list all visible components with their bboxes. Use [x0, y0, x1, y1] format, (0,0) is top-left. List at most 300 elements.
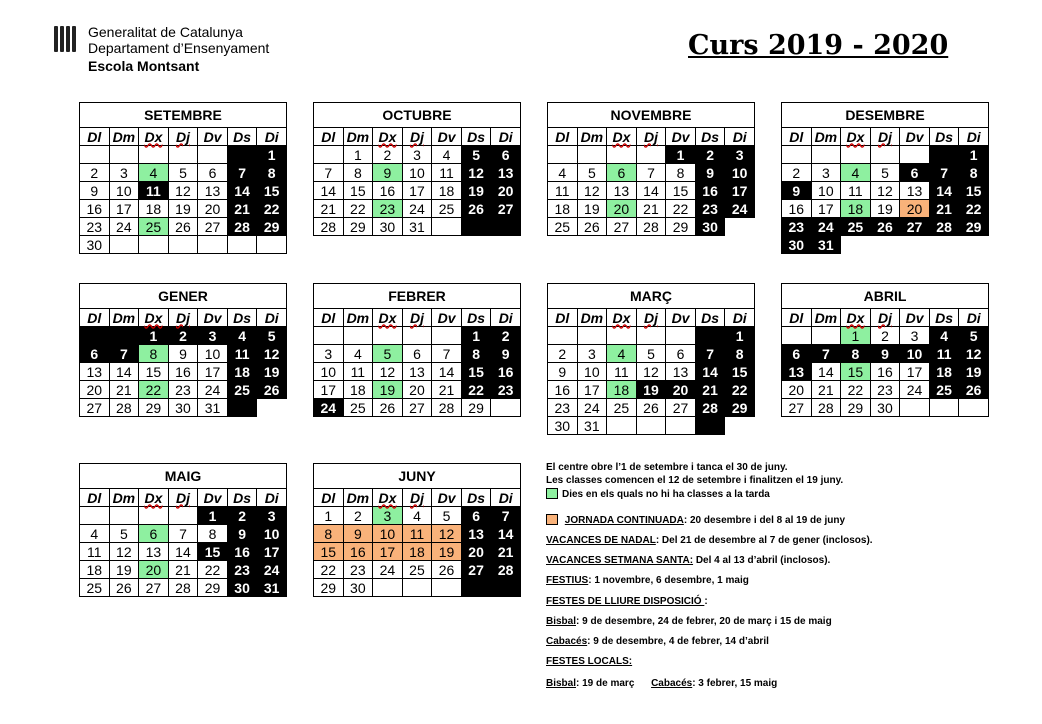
day-cell: 24 — [198, 381, 228, 399]
weekday-header: Dl — [548, 309, 578, 327]
day-cell: 16 — [548, 381, 578, 399]
day-cell: 17 — [373, 543, 403, 561]
day-cell: 27 — [80, 399, 110, 417]
day-cell: 10 — [109, 182, 139, 200]
day-cell: 19 — [168, 200, 198, 218]
day-cell: 2 — [373, 146, 403, 164]
day-cell: 7 — [695, 345, 725, 363]
cabaces2-label: Cabacés — [651, 678, 693, 689]
weekday-header: Dv — [666, 309, 696, 327]
empty-cell — [666, 327, 696, 345]
org-line-2: Departament d’Ensenyament — [88, 40, 270, 56]
empty-cell — [959, 399, 989, 417]
day-cell: 29 — [343, 218, 373, 236]
day-cell: 17 — [577, 381, 607, 399]
day-cell: 28 — [695, 399, 725, 417]
day-cell: 23 — [695, 200, 725, 218]
day-cell: 30 — [548, 417, 578, 435]
day-cell: 26 — [870, 218, 900, 236]
day-cell: 5 — [257, 327, 287, 345]
day-cell: 16 — [695, 182, 725, 200]
empty-cell — [343, 327, 373, 345]
day-cell: 23 — [373, 200, 403, 218]
day-cell: 10 — [577, 363, 607, 381]
day-cell: 7 — [109, 345, 139, 363]
day-cell: 7 — [491, 507, 521, 525]
day-cell: 16 — [80, 200, 110, 218]
weekday-header: Ds — [929, 128, 959, 146]
school-name: Escola Montsant — [88, 58, 200, 74]
day-cell: 29 — [959, 218, 989, 236]
day-cell: 18 — [929, 363, 959, 381]
day-cell: 20 — [491, 182, 521, 200]
day-cell: 16 — [870, 363, 900, 381]
day-cell: 20 — [607, 200, 637, 218]
day-cell: 11 — [841, 182, 871, 200]
day-cell: 6 — [491, 146, 521, 164]
day-cell: 16 — [782, 200, 812, 218]
day-cell: 16 — [168, 363, 198, 381]
day-cell: 11 — [548, 182, 578, 200]
weekday-header: Di — [257, 489, 287, 507]
day-cell: 25 — [139, 218, 169, 236]
day-cell: 25 — [80, 579, 110, 597]
day-cell: 5 — [577, 164, 607, 182]
empty-cell — [900, 399, 930, 417]
empty-cell — [636, 327, 666, 345]
day-cell: 2 — [227, 507, 257, 525]
day-cell: 19 — [432, 543, 462, 561]
weekday-header: Dx — [139, 128, 169, 146]
weekday-header: Dm — [343, 128, 373, 146]
bisbal-label: Bisbal — [546, 616, 577, 627]
month-name: JUNY — [314, 464, 521, 489]
note-nadal — [546, 535, 873, 546]
day-cell: 8 — [959, 164, 989, 182]
day-cell: 14 — [636, 182, 666, 200]
day-cell: 12 — [461, 164, 491, 182]
empty-cell — [314, 146, 344, 164]
day-cell: 9 — [373, 164, 403, 182]
day-cell: 6 — [782, 345, 812, 363]
day-cell: 15 — [257, 182, 287, 200]
weekday-header: Dv — [432, 309, 462, 327]
day-cell: 29 — [725, 399, 755, 417]
month-name: DESEMBRE — [782, 103, 989, 128]
day-cell: 7 — [432, 345, 462, 363]
empty-cell — [929, 236, 959, 254]
generalitat-logo-icon — [54, 26, 78, 52]
day-cell: 22 — [461, 381, 491, 399]
weekday-header: Di — [959, 128, 989, 146]
day-cell: 9 — [227, 525, 257, 543]
weekday-header: Dx — [139, 309, 169, 327]
day-cell: 3 — [725, 146, 755, 164]
day-cell: 2 — [870, 327, 900, 345]
day-cell: 21 — [168, 561, 198, 579]
empty-cell — [432, 327, 462, 345]
weekday-header: Dm — [811, 309, 841, 327]
weekday-header: Dm — [343, 489, 373, 507]
day-cell: 18 — [402, 543, 432, 561]
weekday-header: Dj — [402, 309, 432, 327]
day-cell: 7 — [227, 164, 257, 182]
day-cell: 6 — [139, 525, 169, 543]
day-cell: 12 — [870, 182, 900, 200]
day-cell: 16 — [227, 543, 257, 561]
day-cell: 5 — [870, 164, 900, 182]
empty-cell — [491, 399, 521, 417]
weekday-header: Dx — [373, 489, 403, 507]
day-cell: 4 — [402, 507, 432, 525]
weekday-header: Dv — [198, 489, 228, 507]
weekday-header: Dl — [80, 489, 110, 507]
day-cell: 15 — [343, 182, 373, 200]
day-cell: 5 — [959, 327, 989, 345]
day-cell: 19 — [373, 381, 403, 399]
festius-text: : 1 novembre, 6 desembre, 1 maig — [588, 575, 749, 586]
day-cell: 16 — [343, 543, 373, 561]
bisbal-text: : 9 de desembre, 24 de febrer, 20 de març i 15 de maig — [576, 616, 832, 627]
day-cell: 26 — [959, 381, 989, 399]
empty-cell — [139, 146, 169, 164]
day-cell: 19 — [109, 561, 139, 579]
weekday-header: Dx — [373, 128, 403, 146]
empty-cell — [432, 579, 462, 597]
month-name: MARÇ — [548, 284, 755, 309]
day-cell: 20 — [80, 381, 110, 399]
empty-cell — [80, 507, 110, 525]
month-name: OCTUBRE — [314, 103, 521, 128]
note-festius — [546, 575, 749, 586]
jornada-text: : 20 desembre i del 8 al 19 de juny — [683, 515, 846, 526]
day-cell: 15 — [461, 363, 491, 381]
day-cell: 14 — [109, 363, 139, 381]
note-lliure-disposicio — [546, 596, 708, 607]
day-cell: 15 — [959, 182, 989, 200]
day-cell: 12 — [109, 543, 139, 561]
day-cell: 14 — [168, 543, 198, 561]
month-name: MAIG — [80, 464, 287, 489]
day-cell: 17 — [811, 200, 841, 218]
day-cell: 30 — [373, 218, 403, 236]
empty-cell — [139, 236, 169, 254]
day-cell: 24 — [811, 218, 841, 236]
weekday-header: Ds — [461, 309, 491, 327]
empty-cell — [811, 327, 841, 345]
org-line-1: Generalitat de Catalunya — [88, 24, 243, 40]
empty-cell — [929, 146, 959, 164]
day-cell: 24 — [725, 200, 755, 218]
cabaces2-text: : 3 febrer, 15 maig — [692, 678, 778, 689]
cabaces-text: : 9 de desembre, 4 de febrer, 14 d’abril — [587, 636, 769, 647]
month-febrer — [313, 283, 521, 417]
weekday-header: Di — [491, 309, 521, 327]
day-cell: 17 — [257, 543, 287, 561]
day-cell: 31 — [257, 579, 287, 597]
empty-cell — [666, 417, 696, 435]
day-cell: 21 — [227, 200, 257, 218]
day-cell: 1 — [725, 327, 755, 345]
day-cell: 13 — [782, 363, 812, 381]
weekday-header: Dv — [900, 309, 930, 327]
day-cell: 2 — [343, 507, 373, 525]
month-name: SETEMBRE — [80, 103, 287, 128]
empty-cell — [695, 327, 725, 345]
empty-cell — [491, 218, 521, 236]
day-cell: 20 — [782, 381, 812, 399]
page-title: Curs 2019 - 2020 — [688, 30, 949, 61]
day-cell: 18 — [139, 200, 169, 218]
day-cell: 2 — [80, 164, 110, 182]
day-cell: 14 — [811, 363, 841, 381]
empty-cell — [636, 146, 666, 164]
day-cell: 5 — [636, 345, 666, 363]
day-cell: 25 — [227, 381, 257, 399]
weekday-header: Di — [725, 309, 755, 327]
day-cell: 7 — [636, 164, 666, 182]
day-cell: 27 — [139, 579, 169, 597]
empty-cell — [109, 236, 139, 254]
weekday-header: Dl — [782, 309, 812, 327]
lliure-label: FESTES DE LLIURE DISPOSICIÓ — [546, 596, 705, 607]
day-cell: 2 — [491, 327, 521, 345]
day-cell: 23 — [80, 218, 110, 236]
day-cell: 23 — [870, 381, 900, 399]
day-cell: 22 — [841, 381, 871, 399]
empty-cell — [959, 236, 989, 254]
lliure-text: : — [704, 596, 708, 607]
day-cell: 14 — [314, 182, 344, 200]
day-cell: 13 — [491, 164, 521, 182]
empty-cell — [577, 146, 607, 164]
empty-cell — [900, 236, 930, 254]
day-cell: 9 — [343, 525, 373, 543]
empty-cell — [80, 327, 110, 345]
day-cell: 28 — [432, 399, 462, 417]
day-cell: 21 — [636, 200, 666, 218]
day-cell: 9 — [870, 345, 900, 363]
day-cell: 5 — [373, 345, 403, 363]
day-cell: 22 — [198, 561, 228, 579]
day-cell: 1 — [314, 507, 344, 525]
day-cell: 4 — [929, 327, 959, 345]
day-cell: 26 — [636, 399, 666, 417]
legend-green — [546, 488, 770, 500]
empty-cell — [577, 327, 607, 345]
day-cell: 18 — [227, 363, 257, 381]
weekday-header: Dj — [168, 128, 198, 146]
day-cell: 14 — [695, 363, 725, 381]
day-cell: 29 — [314, 579, 344, 597]
day-cell: 19 — [257, 363, 287, 381]
santa-label: VACANCES SETMANA SANTA: — [546, 555, 694, 566]
day-cell: 12 — [636, 363, 666, 381]
weekday-header: Dl — [80, 309, 110, 327]
day-cell: 17 — [109, 200, 139, 218]
day-cell: 29 — [841, 399, 871, 417]
empty-cell — [402, 579, 432, 597]
empty-cell — [198, 146, 228, 164]
day-cell: 19 — [636, 381, 666, 399]
weekday-header: Dl — [314, 309, 344, 327]
day-cell: 4 — [227, 327, 257, 345]
empty-cell — [257, 399, 287, 417]
day-cell: 4 — [343, 345, 373, 363]
day-cell: 2 — [168, 327, 198, 345]
day-cell: 10 — [811, 182, 841, 200]
weekday-header: Ds — [695, 128, 725, 146]
empty-cell — [548, 146, 578, 164]
day-cell: 17 — [314, 381, 344, 399]
cabaces-label: Cabacés — [546, 636, 588, 647]
day-cell: 27 — [666, 399, 696, 417]
weekday-header: Di — [959, 309, 989, 327]
empty-cell — [227, 146, 257, 164]
day-cell: 24 — [373, 561, 403, 579]
day-cell: 11 — [343, 363, 373, 381]
day-cell: 5 — [461, 146, 491, 164]
day-cell: 10 — [402, 164, 432, 182]
day-cell: 11 — [139, 182, 169, 200]
day-cell: 10 — [198, 345, 228, 363]
note-setmana-santa — [546, 555, 830, 566]
weekday-header: Dj — [636, 309, 666, 327]
day-cell: 30 — [227, 579, 257, 597]
day-cell: 27 — [402, 399, 432, 417]
day-cell: 31 — [198, 399, 228, 417]
weekday-header: Dv — [198, 128, 228, 146]
empty-cell — [373, 327, 403, 345]
day-cell: 28 — [636, 218, 666, 236]
day-cell: 7 — [168, 525, 198, 543]
day-cell: 8 — [841, 345, 871, 363]
month-name: NOVEMBRE — [548, 103, 755, 128]
day-cell: 25 — [929, 381, 959, 399]
day-cell: 3 — [577, 345, 607, 363]
day-cell: 12 — [168, 182, 198, 200]
day-cell: 29 — [257, 218, 287, 236]
day-cell: 21 — [432, 381, 462, 399]
month-name: ABRIL — [782, 284, 989, 309]
day-cell: 20 — [666, 381, 696, 399]
day-cell: 26 — [461, 200, 491, 218]
day-cell: 8 — [314, 525, 344, 543]
weekday-header: Dm — [577, 309, 607, 327]
day-cell: 23 — [227, 561, 257, 579]
day-cell: 9 — [782, 182, 812, 200]
empty-cell — [900, 146, 930, 164]
empty-cell — [870, 146, 900, 164]
day-cell: 8 — [198, 525, 228, 543]
day-cell: 25 — [841, 218, 871, 236]
day-cell: 25 — [607, 399, 637, 417]
day-cell: 21 — [929, 200, 959, 218]
day-cell: 4 — [80, 525, 110, 543]
day-cell: 1 — [198, 507, 228, 525]
day-cell: 29 — [198, 579, 228, 597]
day-cell: 4 — [607, 345, 637, 363]
weekday-header: Dv — [198, 309, 228, 327]
day-cell: 3 — [109, 164, 139, 182]
weekday-header: Di — [725, 128, 755, 146]
day-cell: 20 — [402, 381, 432, 399]
santa-text: Del 4 al 13 d’abril (inclosos). — [693, 555, 831, 566]
day-cell: 1 — [959, 146, 989, 164]
orange-swatch-icon — [546, 514, 558, 525]
day-cell: 23 — [343, 561, 373, 579]
day-cell: 23 — [548, 399, 578, 417]
day-cell: 20 — [198, 200, 228, 218]
empty-cell — [168, 146, 198, 164]
empty-cell — [548, 327, 578, 345]
day-cell: 25 — [432, 200, 462, 218]
day-cell: 5 — [168, 164, 198, 182]
day-cell: 21 — [491, 543, 521, 561]
day-cell: 17 — [900, 363, 930, 381]
empty-cell — [109, 146, 139, 164]
day-cell: 2 — [782, 164, 812, 182]
day-cell: 21 — [314, 200, 344, 218]
month-octubre — [313, 102, 521, 236]
day-cell: 22 — [314, 561, 344, 579]
empty-cell — [227, 236, 257, 254]
green-swatch-icon — [546, 488, 558, 499]
month-name: FEBRER — [314, 284, 521, 309]
day-cell: 6 — [900, 164, 930, 182]
nadal-text: : Del 21 de desembre al 7 de gener (inclosos). — [655, 535, 873, 546]
organization-block — [88, 24, 269, 74]
day-cell: 31 — [402, 218, 432, 236]
legend-orange — [546, 514, 845, 526]
day-cell: 24 — [109, 218, 139, 236]
month-juny — [313, 463, 521, 597]
day-cell: 27 — [461, 561, 491, 579]
weekday-header: Dm — [109, 128, 139, 146]
day-cell: 6 — [666, 345, 696, 363]
day-cell: 29 — [666, 218, 696, 236]
day-cell: 8 — [343, 164, 373, 182]
day-cell: 1 — [257, 146, 287, 164]
day-cell: 25 — [343, 399, 373, 417]
day-cell: 22 — [139, 381, 169, 399]
weekday-header: Ds — [227, 309, 257, 327]
day-cell: 3 — [314, 345, 344, 363]
day-cell: 12 — [959, 345, 989, 363]
day-cell: 13 — [607, 182, 637, 200]
day-cell: 3 — [198, 327, 228, 345]
weekday-header: Dx — [139, 489, 169, 507]
day-cell: 24 — [577, 399, 607, 417]
day-cell: 1 — [461, 327, 491, 345]
note-bisbal — [546, 616, 832, 627]
day-cell: 23 — [168, 381, 198, 399]
day-cell: 31 — [577, 417, 607, 435]
day-cell: 3 — [900, 327, 930, 345]
weekday-header: Dm — [577, 128, 607, 146]
day-cell: 15 — [139, 363, 169, 381]
weekday-header: Ds — [695, 309, 725, 327]
day-cell: 1 — [841, 327, 871, 345]
weekday-header: Dv — [666, 128, 696, 146]
empty-cell — [811, 146, 841, 164]
day-cell: 27 — [198, 218, 228, 236]
day-cell: 28 — [227, 218, 257, 236]
day-cell: 10 — [900, 345, 930, 363]
weekday-header: Dx — [841, 309, 871, 327]
day-cell: 30 — [782, 236, 812, 254]
day-cell: 26 — [257, 381, 287, 399]
